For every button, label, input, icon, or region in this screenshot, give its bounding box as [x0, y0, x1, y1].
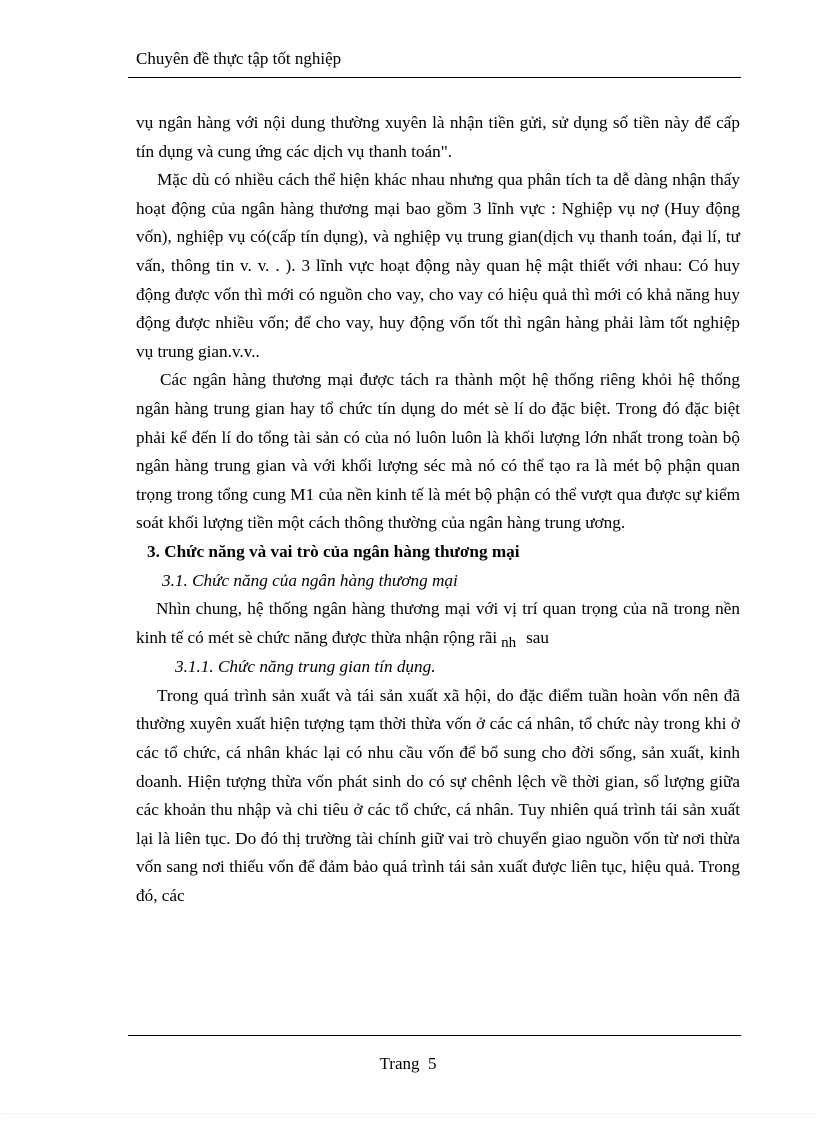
page-header-title: Chuyên đề thực tập tốt nghiệp [136, 49, 342, 68]
paragraph-functions-intro [136, 595, 740, 653]
paragraph-functions-nh: nh [501, 634, 517, 651]
paragraph-commercial-banks: Các ngân hàng thương mại được tách ra thành một hệ thống riêng khỏi hệ thống ngân hàng trung gian hay tổ chức tín dụng do mét sè lí do đặc biệt. Trong đó đặc biệt phải kể đến lí do tổng tài sản có của nó luôn luôn là khối lượng lớn nhất trong toàn bộ ngân hàng trung gian và với khối lượng séc mà nó có thể tạo ra là mét bộ phận quan trọng trong tổng cung M1 của nền kinh tế là mét bộ phận có thể vượt qua được sự kiểm soát khối lượng tiền một cách thông thường của ngân hàng trung ương. [136, 370, 740, 533]
paragraph-continuation: vụ ngân hàng với nội dung thường xuyên là nhận tiền gửi, sử dụng số tiền này để cấp tín dụng và cung ứng các dịch vụ thanh toán". [136, 113, 740, 161]
paragraph-banking-activities: Mặc dù có nhiều cách thể hiện khác nhau nhưng qua phân tích ta dễ dàng nhận thấy hoạt động của ngân hàng thương mại bao gồm 3 lĩnh vực : Nghiệp vụ nợ (Huy động vốn), nghiệp vụ có(cấp tín dụng), và nghiệp vụ trung gian(dịch vụ thanh toán, đại lí, tư vấn, thông tin v. v. . ). 3 lĩnh vực hoạt động này quan hệ mật thiết với nhau: Có huy động được vốn thì mới có nguồn cho vay, cho vay có hiệu quả thì mới có khả năng huy động được nhiều vốn; để cho vay, huy động vốn tốt thì ngân hàng phải làm tốt nghiệp vụ trung gian.v.v.. [136, 170, 740, 361]
page-edge [0, 1113, 816, 1114]
footer-divider [128, 1035, 741, 1036]
subsection-heading-3-1: 3.1. Chức năng của ngân hàng thương mại [162, 570, 458, 590]
header-divider [128, 77, 741, 78]
paragraph-functions-text: Nhìn chung, hệ thống ngân hàng thương mại với vị trí quan trọng của nã trong nền kinh tế có mét sè chức năng được thừa nhận rộng rãi [136, 599, 740, 647]
section-heading-3: 3. Chức năng và vai trò của ngân hàng thương mại [147, 541, 520, 561]
paragraph-credit-intermediary: Trong quá trình sản xuất và tái sản xuất xã hội, do đặc điểm tuần hoàn vốn nên đã thường xuyên xuất hiện tượng tạm thời thừa vốn ở các cá nhân, tổ chức này trong khi ở các tổ chức, cá nhân khác lại có nhu cầu vốn để bổ sung cho đời sống, sản xuất, kinh doanh. Hiện tượng thừa vốn phát sinh do có sự chênh lệch về thời gian, số lượng giữa các khoản thu nhập và chi tiêu ở các tổ chức, cá nhân. Tuy nhiên quá trình tái sản xuất lại là liên tục. Do đó thị trường tài chính giữ vai trò chuyển giao nguồn vốn từ nơi thừa vốn sang nơi thiếu vốn để đảm bảo quá trình tái sản xuất được liên tục, hiệu quả. Trong đó, các [136, 685, 740, 906]
paragraph-functions-end: sau [526, 627, 550, 647]
page-number: Trang 5 [379, 1054, 437, 1073]
subsection-heading-3-1-1: 3.1.1. Chức năng trung gian tín dụng. [175, 657, 436, 677]
document-body [136, 109, 740, 911]
